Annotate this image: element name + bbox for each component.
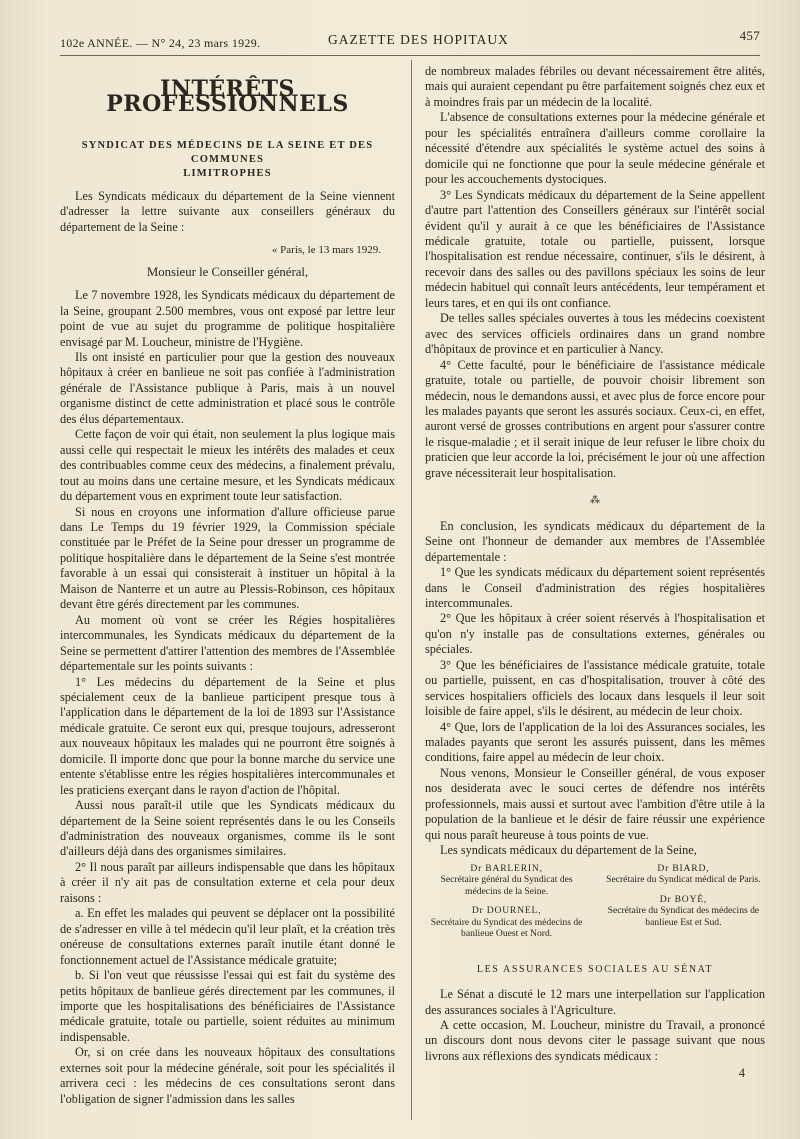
letter-date: « Paris, le 13 mars 1929. <box>271 244 381 257</box>
column-divider <box>411 60 412 1120</box>
left-paragraph: Le 7 novembre 1928, les Syndicats médicaux du département de la Seine, groupant 2.500 membres, vous ont exposé par lettre leur point de vue au sujet du programme de politique hospitalière envisagé par M. Loucheur, ministre de l'Hygiène. <box>60 288 395 349</box>
right-paragraph: 4° Cette faculté, pour le bénéficiaire de l'assistance médicale gratuite, totale ou partielle, de pouvoir choisir librement son médecin, nous le demandons aussi, et avec plus de force encore pour les malades payants que seront les assurés sociaux. Ceux-ci, en effet, auront versé de grosses contributions en argent pour s'assurer contre le risque-maladie ; et il serait inique de leur refuser le libre choix du praticien que leur accorde la loi, précisément le jour où une affection grave nécessiterait leur hospitalisation. <box>425 357 765 480</box>
conclusion-paragraph: Nous venons, Monsieur le Conseiller général, de vous exposer nos desiderata avec le souci certes de défendre nos intérêts professionnels, mais aussi et surtout avec l'ambition d'être utile à la population de la banlieue et le désir de faire réussir une expérience qui nous paraît heureuse à tous points de vue. <box>425 765 765 842</box>
right-paragraph: de nombreux malades fébriles ou devant nécessairement être alités, mais qui auraient cependant pu être parfaitement soignés chez eux et à moindres frais par un médecin de la localité. <box>425 64 765 109</box>
subtitle-line-1: SYNDICAT DES MÉDECINS DE LA SEINE ET DES COMMUNES <box>81 139 374 165</box>
page-header <box>60 28 760 54</box>
left-paragraph: 1° Les médecins du département de la Seine et plus spécialement ceux de la banlieue participent presque tous à l'application dans le département de la loi de 1893 sur l'Assistance médicale gratuite. Ce seront eux qui, presque toujours, adresseront aux nouveaux hôpitaux les malades qui ne pourront être soignés à domicile. Il importe donc que pour la bonne marche du service une entente s'établisse entre les régies hospitalières intercommunales et les praticiens exerçant dans le rayon d'action de l'hôpital. <box>60 674 395 797</box>
right-column <box>425 64 765 1082</box>
signature-column-right <box>602 863 765 948</box>
second-article-paragraph: Le Sénat a discuté le 12 mars une interpellation sur l'application des assurances sociales à l'Agriculture. <box>425 987 765 1017</box>
left-paragraph: Aussi nous paraît-il utile que les Syndicats médicaux du département de la Seine soient représentés dans le ou les Conseils d'administration des nouveaux organismes, comme ils le sont d'ailleurs déjà dans des organismes similaires. <box>60 798 395 859</box>
left-paragraph: b. Si l'on veut que réussisse l'essai qui est fait du système des petits hôpitaux de banlieue gérés directement par les communes, il importe que les hospitalisations des bénéficiaires de l'Assistance médicale gratuite, totale ou partielle, soient réduites au minimum indispensable. <box>60 968 395 1044</box>
issue-line: 102e ANNÉE. — N° 24, 23 mars 1929. <box>60 36 261 50</box>
header-rule <box>60 55 760 56</box>
signature-role: Secrétaire du Syndicat médical de Paris. <box>606 874 761 886</box>
signature-column-left <box>425 863 588 948</box>
signature-role: Secrétaire du Syndicat des médecins de banlieue Ouest et Nord. <box>430 916 583 940</box>
right-paragraph: De telles salles spéciales ouvertes à tous les médecins coexistent avec des services officiels ordinaires dans un grand nombre d'hôpitaux de province et en particulier à Nancy. <box>425 311 765 357</box>
article-subtitle <box>60 139 395 181</box>
signature-block <box>425 863 765 948</box>
left-paragraph: Au moment où vont se créer les Régies hospitalières intercommunales, les Syndicats médicaux du département de la Seine se permettent d'attirer l'attention des membres de l'Assemblée départementale sur les points suivants : <box>60 612 395 674</box>
conclusion-paragraph: 1° Que les syndicats médicaux du département soient représentés dans le Conseil d'administration des régies hospitalières intercommunales. <box>425 565 765 610</box>
left-paragraph: Si nous en croyons une information d'allure officieuse parue dans Le Temps du 19 février 1929, la Commission spéciale constituée par le Préfet de la Seine pour dresser un programme de politique hospitalière dans le département de la Seine s'est montrée favorable à un essai qui consisterait à instituer un hôpital à la Maison de Nanterre et un autre au Plessis-Robinson, ces hôpitaux devant être gérés directement par les communes. <box>60 504 395 612</box>
signature-name: Dr BIARD, <box>657 862 710 874</box>
right-paragraph: 3° Les Syndicats médicaux du département de la Seine appellent d'autre part l'attention des Conseillers généraux sur l'intérêt social évident qu'il y aurait à ce que les bénéficiaires de l'Assistance médicale gratuite, totale ou partielle, puissent, lorsque l'hospitalisation est rendue nécessaire, continuer, s'ils le désirent, à recevoir dans des salles ou des pavillons spéciaux les soins de leur médecin habituel qui connaît leurs antécédents, leur tempérament et leurs tares, et en qui ils ont confiance. <box>425 187 765 310</box>
left-paragraph: Ils ont insisté en particulier pour que la gestion des nouveaux hôpitaux à créer en banlieue ne soit pas confiée à l'administration générale de l'Assistance publique à Paris, mais à un nouvel organisme distinct de cette administration et placé sous le contrôle des élus départementaux. <box>60 349 395 426</box>
signature-name: Dr BOYÉ, <box>659 893 708 905</box>
signature-name: Dr BARLERIN, <box>470 862 543 874</box>
right-paragraph: L'absence de consultations externes pour la médecine générale et pour les spécialités entraînera d'ailleurs comme corollaire la nécessité d'étendre aux spécialités le système actuel des soins à domicile qui ne fonctionne que pour la seule médecine générale et pour les accouchements dystociques. <box>425 110 765 187</box>
section-separator: ⁂ <box>590 495 600 507</box>
conclusion-paragraph: En conclusion, les syndicats médicaux du département de la Seine ont l'honneur de demander aux membres de l'Assemblée départementale : <box>425 518 765 564</box>
left-paragraph: 2° Il nous paraît par ailleurs indispensable que dans les hôpitaux à créer il n'y ait pas de consultation externe et cela pour deux raisons : <box>60 859 395 905</box>
signature-role: Secrétaire général du Syndicat des médecins de la Seine. <box>440 874 573 897</box>
page-number: 457 <box>739 28 760 43</box>
conclusion-paragraph: 3° Que les bénéficiaires de l'assistance médicale gratuite, totale ou partielle, puissent, en cas d'hospitalisation, trouver à côté des services hospitaliers officiels des locaux dans lesquels il leur soit loisible de faire appel, s'ils le désirent, au médecin de leur choix. <box>425 657 765 719</box>
signature-role: Secrétaire du Syndicat des médecins de banlieue Est et Sud. <box>607 905 760 928</box>
conclusion-paragraph: 2° Que les hôpitaux à créer soient réservés à l'hospitalisation et qu'on n'y installe pas de consultations externes, générales ou spéciales. <box>425 611 765 657</box>
letter-salutation: Monsieur le Conseiller général, <box>146 264 309 279</box>
intro-paragraph: Les Syndicats médicaux du département de la Seine viennent d'adresser la lettre suivante aux conseillers généraux du département de la Seine : <box>60 188 395 234</box>
second-article-paragraph: A cette occasion, M. Loucheur, ministre du Travail, a prononcé un discours dont nous devons citer le passage suivant que nous livrons aux réflexions des syndicats médicaux : <box>425 1018 765 1063</box>
signature-name: Dr DOURNEL, <box>471 905 542 917</box>
left-column <box>60 64 395 1107</box>
left-paragraph: Or, si on crée dans les nouveaux hôpitaux des consultations externes soit pour la médecine générale, soit pour les spécialités il arrivera ceci : les médecins de ces consultations seront dans l'obligation de signer l'admission dans les salles <box>60 1045 395 1106</box>
subtitle-line-2: LIMITROPHES <box>183 167 272 179</box>
left-paragraph: Cette façon de voir qui était, non seulement la plus logique mais aussi celle qui respectait le mieux les intérêts des malades et ceux des contribuables comme ceux des médecins, a finalement prévalu, tout au moins dans une certaine mesure, et les Syndicats médicaux du département vous en expriment toute leur satisfaction. <box>60 427 395 504</box>
second-article-title: LES ASSURANCES SOCIALES AU SÉNAT <box>476 963 714 975</box>
left-paragraph: a. En effet les malades qui peuvent se déplacer ont la possibilité de s'adresser en ville à tel médecin qu'il leur plaît, et la création très onéreuse de consultations externes paraît inutile étant donné le fonctionnement actuel de l'Assistance médicale gratuite; <box>60 906 395 967</box>
signoff-line: Les syndicats médicaux du département de la Seine, <box>440 843 697 858</box>
section-title: INTÉRÊTS PROFESSIONNELS <box>106 76 349 118</box>
conclusion-paragraph: 4° Que, lors de l'application de la loi des Assurances sociales, les malades payants que seront les assurés puissent, dans les mêmes conditions, faire appel au médecin de leur choix. <box>425 719 765 765</box>
continuation-mark: 4 <box>738 1066 745 1081</box>
journal-title: GAZETTE DES HOPITAUX <box>328 32 509 47</box>
